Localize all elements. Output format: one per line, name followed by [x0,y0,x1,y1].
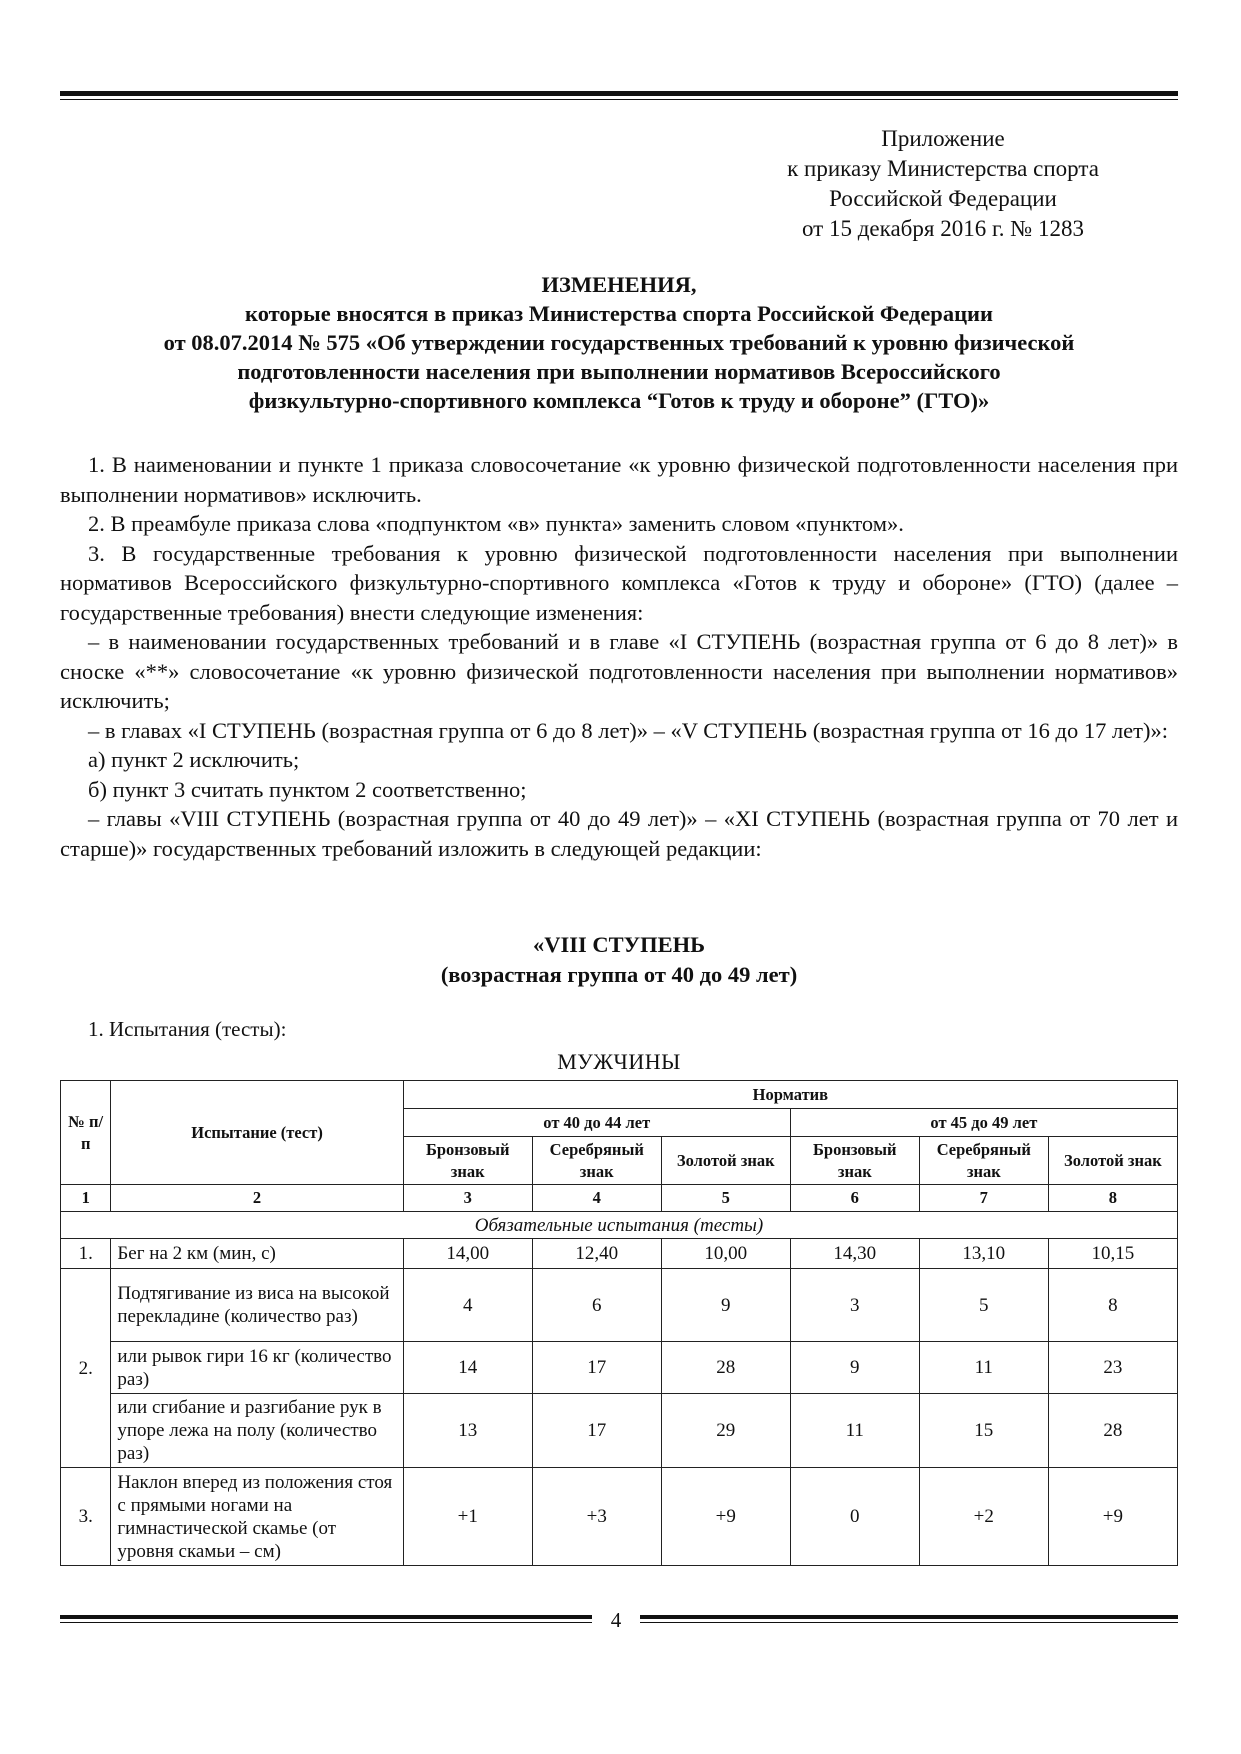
value-cell: 14,00 [403,1239,532,1269]
header-silver: Серебряный знак [919,1137,1048,1185]
paragraph: 1. В наименовании и пункте 1 приказа словосочетание «к уровню физической подготовленности населения при выполнении нормативов» исключить. [60,452,1178,507]
appendix-line: от 15 декабря 2016 г. № 1283 [801,216,1084,241]
table-row [61,1269,1178,1342]
paragraph: – в наименовании государственных требований и в главе «I СТУПЕНЬ (возрастная группа от 6 до 8 лет)» в сноске «**» словосочетание «к уровню физической подготовленности населения при выполнении нормативов» исключить; [60,629,1178,713]
value-cell: 0 [790,1468,919,1566]
row-test: Бег на 2 км (мин, с) [111,1239,403,1269]
stage-title: «VIII СТУПЕНЬ [532,932,706,957]
value-cell: 11 [790,1394,919,1468]
header-num: № п/п [61,1081,111,1185]
value-cell: 14,30 [790,1239,919,1269]
title-line: ИЗМЕНЕНИЯ, [541,272,697,297]
stage-subtitle: (возрастная группа от 40 до 49 лет) [440,962,798,987]
row-test: или рывок гири 16 кг (количество раз) [111,1342,403,1394]
header-gold: Золотой знак [1048,1137,1177,1185]
value-cell: 8 [1048,1269,1177,1342]
value-cell: 6 [532,1269,661,1342]
paragraph: а) пункт 2 исключить; [88,747,300,772]
bottom-rule-right [640,1615,1178,1623]
value-cell: 12,40 [532,1239,661,1269]
table-row [61,1394,1178,1468]
header-row [61,1081,1178,1109]
tests-label: 1. Испытания (тесты): [88,1017,287,1041]
header-silver: Серебряный знак [532,1137,661,1185]
title-line: физкультурно-спортивного комплекса “Готов к труду и обороне” (ГТО)» [248,388,990,413]
column-number: 3 [403,1185,532,1212]
header-bronze: Бронзовый знак [790,1137,919,1185]
value-cell: 9 [661,1269,790,1342]
value-cell: 15 [919,1394,1048,1468]
body-text [60,450,1178,863]
value-cell: 29 [661,1394,790,1468]
men-title: МУЖЧИНЫ [557,1049,681,1074]
top-rule [60,91,1178,100]
table-row [61,1342,1178,1394]
header-age-group: от 40 до 44 лет [403,1109,790,1137]
title-line: подготовленности населения при выполнении нормативов Всероссийского [237,359,1001,384]
value-cell: 9 [790,1342,919,1394]
header-age-group: от 45 до 49 лет [790,1109,1177,1137]
header-test: Испытание (тест) [111,1081,403,1185]
row-test: Подтягивание из виса на высокой перекладине (количество раз) [111,1269,403,1342]
column-number: 8 [1048,1185,1177,1212]
value-cell: 4 [403,1269,532,1342]
value-cell: +3 [532,1468,661,1566]
stage-heading [60,930,1178,990]
row-test: Наклон вперед из положения стоя с прямыми ногами на гимнастической скамье (от уровня скамьи – см) [111,1468,403,1566]
norms-table [60,1080,1178,1566]
appendix-note [733,124,1153,244]
value-cell: 10,00 [661,1239,790,1269]
appendix-line: Российской Федерации [829,186,1057,211]
section-label: Обязательные испытания (тесты) [61,1212,1178,1239]
row-num: 1. [61,1239,111,1269]
table-row [61,1468,1178,1566]
column-number: 5 [661,1185,790,1212]
value-cell: +9 [661,1468,790,1566]
value-cell: 10,15 [1048,1239,1177,1269]
value-cell: 13 [403,1394,532,1468]
value-cell: +9 [1048,1468,1177,1566]
value-cell: 13,10 [919,1239,1048,1269]
document-title [60,270,1178,415]
row-test: или сгибание и разгибание рук в упоре лежа на полу (количество раз) [111,1394,403,1468]
row-num: 2. [61,1269,111,1468]
paragraph: 2. В преамбуле приказа слова «подпунктом «в» пункта» заменить словом «пунктом». [88,511,904,536]
value-cell: 23 [1048,1342,1177,1394]
value-cell: +2 [919,1468,1048,1566]
paragraph: б) пункт 3 считать пунктом 2 соответственно; [88,776,527,802]
paragraph: – в главах «I СТУПЕНЬ (возрастная группа от 6 до 8 лет)» – «V СТУПЕНЬ (возрастная группа от 16 до 17 лет)»: [88,717,1168,743]
column-number: 2 [111,1185,403,1212]
value-cell: 5 [919,1269,1048,1342]
column-number: 7 [919,1185,1048,1212]
section-row [61,1212,1178,1239]
value-cell: 11 [919,1342,1048,1394]
value-cell: 28 [1048,1394,1177,1468]
value-cell: 3 [790,1269,919,1342]
column-number: 6 [790,1185,919,1212]
appendix-line: Приложение [881,126,1005,151]
paragraph: 3. В государственные требования к уровню физической подготовленности населения при выполнении нормативов Всероссийского физкультурно-спортивного комплекса «Готов к труду и обороне» (ГТО) (далее – государственные требования) внести следующие изменения: [60,540,1178,625]
value-cell: 17 [532,1394,661,1468]
title-line: от 08.07.2014 № 575 «Об утверждении государственных требований к уровню физической [163,330,1075,355]
column-number: 1 [61,1185,111,1212]
title-line: которые вносятся в приказ Министерства спорта Российской Федерации [245,301,993,326]
page-number: 4 [610,1608,622,1632]
header-bronze: Бронзовый знак [403,1137,532,1185]
header-norm: Норматив [403,1081,1177,1109]
bottom-rule-left [60,1615,592,1623]
table-row [61,1239,1178,1269]
row-num: 3. [61,1468,111,1566]
header-gold: Золотой знак [661,1137,790,1185]
value-cell: 14 [403,1342,532,1394]
value-cell: 28 [661,1342,790,1394]
value-cell: +1 [403,1468,532,1566]
value-cell: 17 [532,1342,661,1394]
column-number: 4 [532,1185,661,1212]
appendix-line: к приказу Министерства спорта [787,156,1099,181]
paragraph: – главы «VIII СТУПЕНЬ (возрастная группа от 40 до 49 лет)» – «XI СТУПЕНЬ (возрастная группа от 70 лет и старше)» государственных требований изложить в следующей редакции: [60,806,1178,861]
column-number-row [61,1185,1178,1212]
